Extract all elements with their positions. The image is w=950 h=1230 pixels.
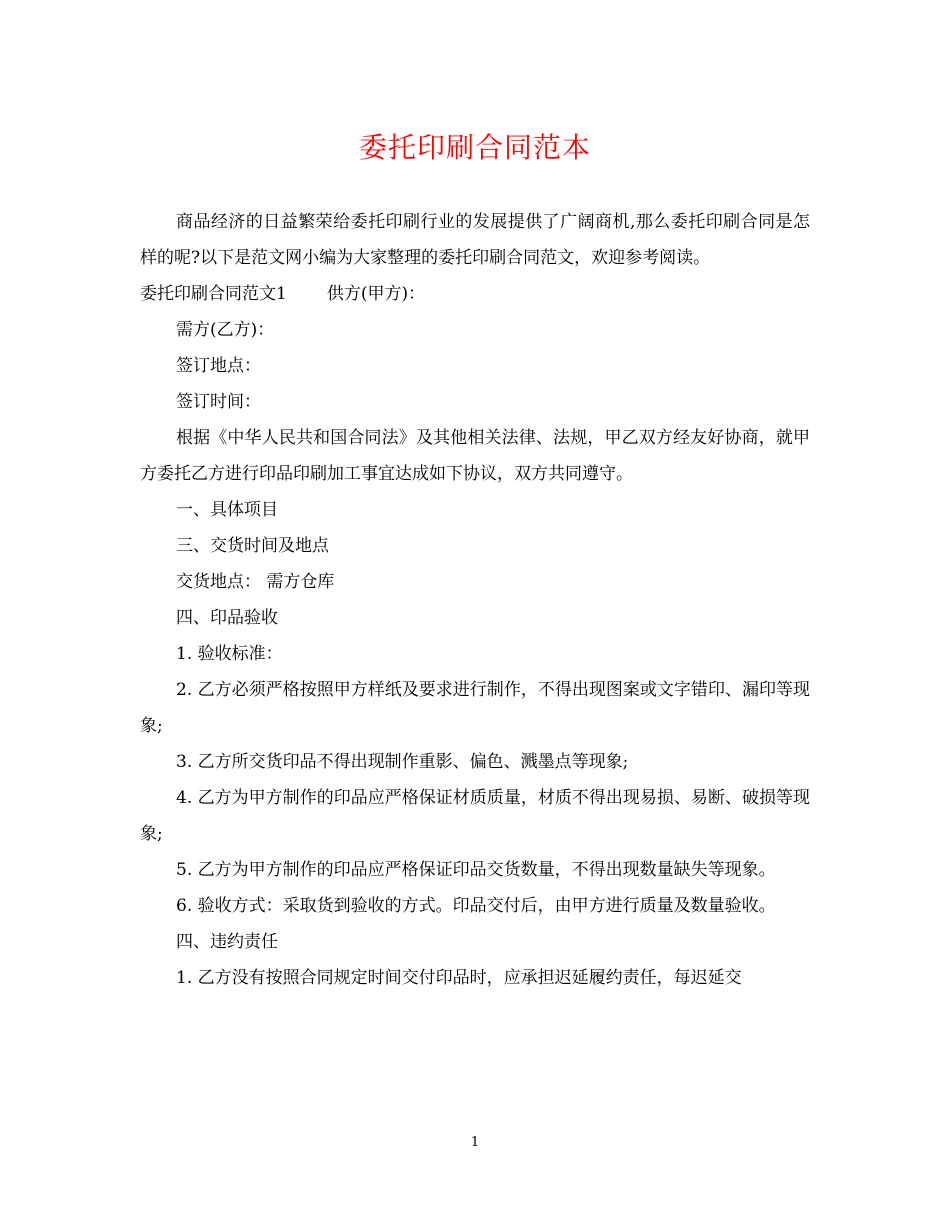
- sign-time-field: 签订时间：: [176, 392, 261, 412]
- delivery-place: 交货地点： 需方仓库: [176, 572, 335, 592]
- breach-item-1: 1. 乙方没有按照合同规定时间交付印品时，应承担迟延履约责任，每迟延交: [176, 968, 742, 988]
- party-a-field: 供方(甲方)：: [326, 284, 426, 304]
- document-title: 委托印刷合同范本: [358, 131, 591, 164]
- sign-place-field: 签订地点：: [176, 356, 261, 376]
- acceptance-item-5: 5. 乙方为甲方制作的印品应严格保证印品交货数量，不得出现数量缺失等现象。: [176, 860, 776, 880]
- preamble-paragraph: 根据《中华人民共和国合同法》及其他相关法律、法规，甲乙双方经友好协商，就甲方委托乙方进行印品印刷加工事宜达成如下协议，双方共同遵守。: [140, 428, 810, 484]
- page-number: 1: [470, 1135, 480, 1150]
- acceptance-item-6: 6. 验收方式：采取货到验收的方式。印品交付后，由甲方进行质量及数量验收。: [176, 896, 776, 916]
- acceptance-item-2: 2. 乙方必须严格按照甲方样纸及要求进行制作，不得出现图案或文字错印、漏印等现象;: [140, 680, 810, 736]
- acceptance-item-3: 3. 乙方所交货印品不得出现制作重影、偏色、溅墨点等现象;: [176, 752, 629, 772]
- acceptance-item-4: 4. 乙方为甲方制作的印品应严格保证材质质量，材质不得出现易损、易断、破损等现象;: [140, 788, 810, 844]
- section-heading-items: 一、具体项目: [176, 500, 278, 520]
- intro-paragraph: 商品经济的日益繁荣给委托印刷行业的发展提供了广阔商机,那么委托印刷合同是怎样的呢?以下是范文网小编为大家整理的委托印刷合同范文，欢迎参考阅读。: [140, 212, 810, 268]
- sample-heading: 委托印刷合同范文1: [140, 284, 287, 304]
- section-heading-acceptance: 四、印品验收: [176, 608, 278, 628]
- document-body: [140, 204, 810, 996]
- sample-heading-line: [140, 276, 810, 312]
- acceptance-item-1: 1. 验收标准：: [176, 644, 283, 664]
- section-heading-delivery: 三、交货时间及地点: [176, 536, 329, 556]
- section-heading-breach: 四、违约责任: [176, 932, 278, 952]
- party-b-field: 需方(乙方)：: [176, 320, 275, 340]
